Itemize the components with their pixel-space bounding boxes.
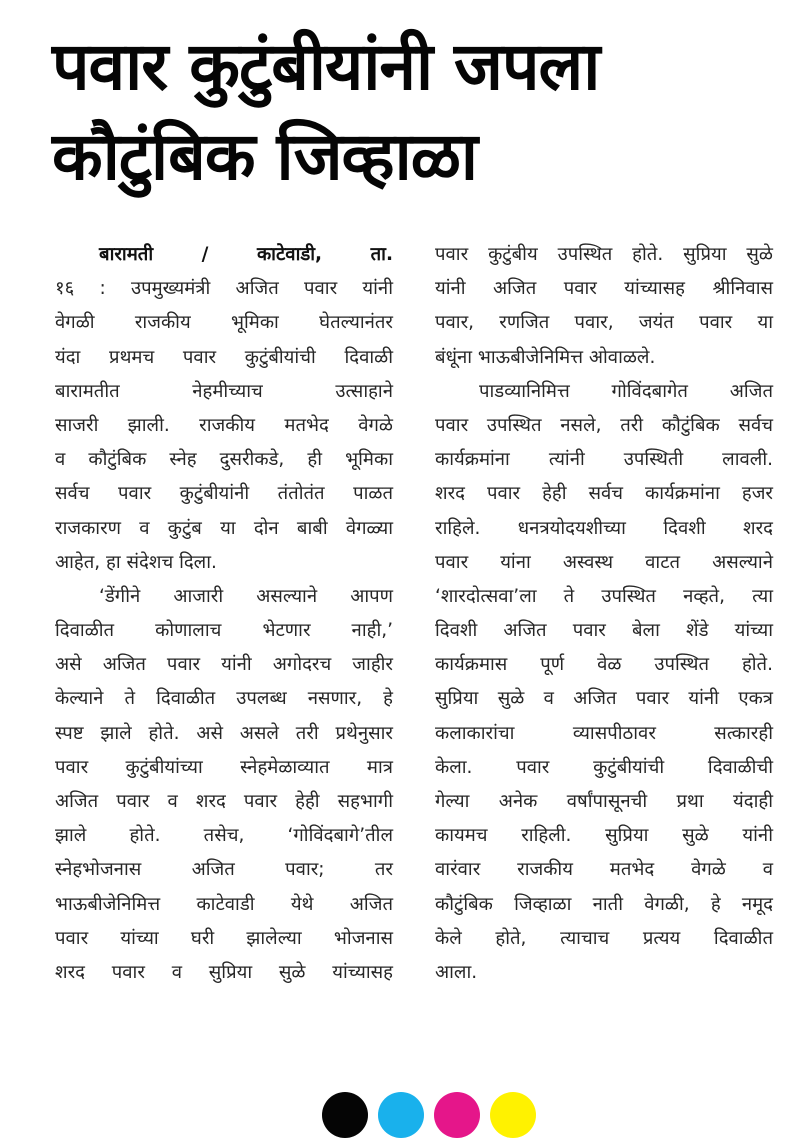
text-line: अजित पवार व शरद पवार हेही सहभागी	[55, 791, 393, 812]
text-line: आहेत, हा संदेशच दिला.	[55, 551, 217, 573]
text-line: गेल्या अनेक वर्षांपासूनची प्रथा यंदाही	[435, 791, 773, 812]
text-line: यंदा प्रथमच पवार कुटुंबीयांची दिवाळी	[55, 346, 393, 368]
text-line: पवार कुटुंबीय उपस्थित होते. सुप्रिया सुळे	[435, 244, 773, 265]
text-line: राजकारण व कुटुंब या दोन बाबी वेगळ्या	[55, 517, 393, 539]
text-line: पवार, रणजित पवार, जयंत पवार या	[435, 312, 773, 334]
right-column	[435, 238, 773, 990]
text-line: आला.	[435, 961, 478, 983]
text-line: साजरी झाली. राजकीय मतभेद वेगळे	[55, 414, 393, 436]
magenta-registration-dot-icon	[434, 1092, 480, 1138]
text-line: शरद पवार व सुप्रिया सुळे यांच्यासह	[55, 961, 393, 983]
text-line: व कौटुंबिक स्नेह दुसरीकडे, ही भूमिका	[55, 449, 393, 471]
text-line: भाऊबीजेनिमित्त काटेवाडी येथे अजित	[55, 893, 393, 915]
text-line: कायमच राहिली. सुप्रिया सुळे यांनी	[435, 825, 773, 847]
text-line: कार्यक्रमांना त्यांनी उपस्थिती लावली.	[435, 449, 773, 471]
yellow-registration-dot-icon	[490, 1092, 536, 1138]
text-line: केला. पवार कुटुंबीयांची दिवाळीची	[435, 756, 773, 778]
text-line: पवार कुटुंबीयांच्या स्नेहमेळाव्यात मात्र	[55, 756, 393, 778]
left-column	[55, 238, 393, 990]
text-line: सुप्रिया सुळे व अजित पवार यांनी एकत्र	[435, 688, 773, 710]
text-line: स्पष्ट झाले होते. असे असले तरी प्रथेनुसार	[55, 722, 393, 744]
text-line: बंधूंना भाऊबीजेनिमित्त ओवाळले.	[435, 346, 656, 368]
text-line: ‘डेंगीने आजारी असल्याने आपण	[99, 585, 393, 607]
text-line: वेगळी राजकीय भूमिका घेतल्यानंतर	[55, 312, 393, 334]
text-line: पाडव्यानिमित्त गोविंदबागेत अजित	[479, 380, 773, 402]
text-line: केल्याने ते दिवाळीत उपलब्ध नसणार, हे	[55, 688, 393, 710]
text-line: १६ : उपमुख्यमंत्री अजित पवार यांनी	[55, 278, 393, 300]
headline	[52, 22, 772, 202]
text-line: ‘शारदोत्सवा’ला ते उपस्थित नव्हते, त्या	[435, 585, 773, 607]
text-line: असे अजित पवार यांनी अगोदरच जाहीर	[55, 654, 393, 676]
text-line: पवार यांच्या घरी झालेल्या भोजनास	[55, 927, 393, 949]
text-line: कार्यक्रमास पूर्ण वेळ उपस्थित होते.	[435, 654, 773, 676]
text-line: वारंवार राजकीय मतभेद वेगळे व	[435, 859, 773, 881]
text-line: झाले होते. तसेच, ‘गोविंदबागे’तील	[55, 825, 393, 847]
text-line: कलाकारांचा व्यासपीठावर सत्कारही	[435, 722, 773, 744]
text-line: पवार यांना अस्वस्थ वाटत असल्याने	[435, 551, 773, 573]
text-line: राहिले. धनत्रयोदयशीच्या दिवशी शरद	[435, 517, 773, 539]
text-line: केले होते, त्याचाच प्रत्यय दिवाळीत	[435, 927, 773, 949]
registration-marks	[322, 1092, 536, 1128]
text-line: पवार उपस्थित नसले, तरी कौटुंबिक सर्वच	[435, 414, 773, 436]
black-registration-dot-icon	[322, 1092, 368, 1138]
text-line: दिवाळीत कोणालाच भेटणार नाही,’	[55, 620, 393, 642]
cyan-registration-dot-icon	[378, 1092, 424, 1138]
text-line: स्नेहभोजनास अजित पवार; तर	[55, 859, 393, 881]
text-line: शरद पवार हेही सर्वच कार्यक्रमांना हजर	[435, 483, 773, 505]
text-line: बारामती / काटेवाडी, ता.	[99, 244, 393, 265]
text-line: दिवशी अजित पवार बेला शेंडे यांच्या	[435, 620, 773, 642]
text-line: बारामतीत नेहमीच्याच उत्साहाने	[55, 380, 393, 402]
text-line: यांनी अजित पवार यांच्यासह श्रीनिवास	[435, 278, 773, 300]
text-line: कौटुंबिक जिव्हाळा नाती वेगळी, हे नमूद	[435, 893, 773, 915]
headline-line-1: पवार कुटुंबीयांनी जपला	[52, 28, 600, 105]
text-line: सर्वच पवार कुटुंबीयांनी तंतोतंत पाळत	[55, 483, 393, 505]
headline-line-2: कौटुंबिक जिव्हाळा	[52, 118, 478, 195]
